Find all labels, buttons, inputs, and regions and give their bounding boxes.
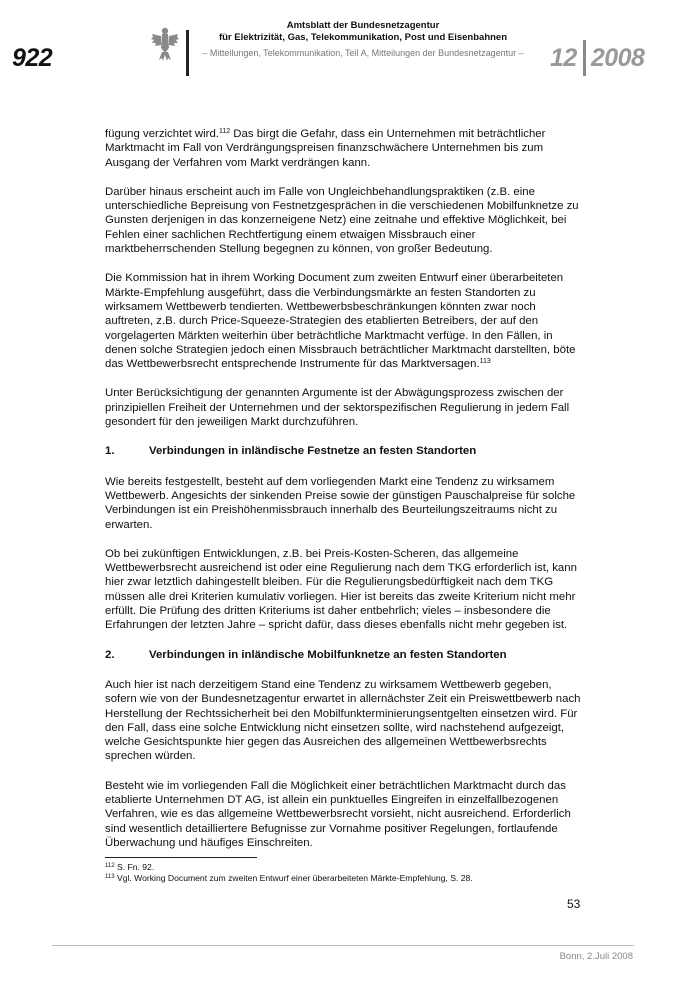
section-heading-2 — [105, 648, 585, 662]
federal-eagle-icon — [150, 26, 180, 62]
footnote-separator — [105, 857, 257, 858]
page-folio: 53 — [567, 897, 581, 911]
paragraph-8: Besteht wie im vorliegenden Fall die Möglichkeit einer beträchtlichen Marktmacht durch das etablierte Unternehmen DT AG, ist allein ein punktuelles Eingreifen in einzelfallbezogenen Verfahren, wie es das allgemeine Wettbewerbsrecht vorsieht, nicht ausreichend. Erforderlich sind wesentlich detailliertere Befugnisse zur Vornahme positiver Regelungen, fortlaufende Überwachung und häufiges Einschreiten. — [105, 779, 571, 849]
issue-block — [550, 40, 644, 76]
footer-date: Bonn, 2.Juli 2008 — [559, 951, 633, 962]
paragraph-3: Die Kommission hat in ihrem Working Document zum zweiten Entwurf einer überarbeiteten Märkte-Empfehlung ausgeführt, dass die Verbindungsmärkte an festen Standorten zu wirksamem Wettbewerb tendierten. Wettbewerbsbeschränkungen könnten zwar noch auftreten, z.B. durch Price-Squeeze-Strategien des etablierten Betreibers, der auf den vorgelagerten Märkten weiterhin über beträchtliche Marktmacht verfüge. In den Fällen, in denen solche Strategien jedoch einen Missbrauch beträchtlicher Marktmacht darstellten, böte das Wettbewerbsrecht entsprechende Instrumente für das Marktversagen.$^{113}$ — [105, 272, 576, 371]
publication-subtitle: für Elektrizität, Gas, Telekommunikation, Post und Eisenbahnen — [218, 32, 508, 43]
paragraph-2: Darüber hinaus erscheint auch im Falle von Ungleichbehandlungspraktiken (z.B. eine unterschiedliche Bepreisung von Festnetzgesprächen in die verschiedenen Mobilfunknetze zu Gunsten derjenigen in das konzerneigene Netz) eine zeitnahe und effektive Möglichkeit, bei Fehlen einer sachlichen Rechtfertigung einem etwaigen Missbrauch einer marktbeherrschenden Stellung begegnen zu können, von großer Bedeutung. — [105, 185, 579, 256]
footnote-ref-112[interactable]: 112 — [218, 128, 231, 135]
section-title: Verbindungen in inländische Mobilfunknetze an festen Standorten — [149, 648, 507, 661]
footnote-112: $^{112}$ S. Fn. 92. — [105, 862, 155, 872]
paragraph-7: Auch hier ist nach derzeitigem Stand eine Tendenz zu wirksamem Wettbewerb gegeben, sofern wie von der Bundesnetzagentur erwartet in allernächster Zeit ein Preiswettbewerb nach Herstellung der Rechtssicherheit bei den Mobilfunkterminierungsentgelten einsetzen wird. Für den Fall, dass eine solche Entwicklung nicht einsetzen sollte, wird nachstehend aufgezeigt, welche Gesichtspunkte hier gegen das Ausreichen des allgemeinen Wettbewerbsrechts sprechen würden. — [105, 678, 581, 763]
footnotes — [105, 862, 605, 884]
header-divider — [186, 30, 189, 76]
paragraph-4: Unter Berücksichtigung der genannten Argumente ist der Abwägungsprozess zwischen der prinzipiellen Freiheit der Unternehmen und der sektorspezifischen Regulierung in jedem Fall gesondert für den jeweiligen Markt durchzuführen. — [105, 387, 570, 429]
page-number: 922 — [12, 44, 53, 72]
section-number: 2. — [105, 648, 115, 661]
section-title: Verbindungen in inländische Festnetze an festen Standorten — [149, 445, 477, 458]
section-heading-1 — [105, 444, 585, 458]
footnote-113: $^{113}$ Vgl. Working Document zum zweiten Entwurf einer überarbeiteten Märkte-Empfehlung, S. 28. — [105, 873, 473, 883]
issue-divider — [583, 40, 586, 76]
publication-title: Amtsblatt der Bundesnetzagentur — [286, 20, 440, 31]
footnote-ref-113[interactable]: 113 — [479, 358, 491, 366]
main-content — [105, 127, 585, 865]
paragraph-5: Wie bereits festgestellt, besteht auf dem vorliegenden Markt eine Tendenz zu wirksamem Wettbewerb. Angesichts der sinkenden Preise sowie der günstigen Pauschalpreise für solche Verbindungen ist ein Preishöhenmissbrauch innerhalb des Beurteilungszeitraums nicht zu erwarten. — [105, 475, 576, 531]
footer-divider — [52, 945, 634, 946]
paragraph-6: Ob bei zukünftigen Entwicklungen, z.B. bei Preis-Kosten-Scheren, das allgemeine Wettbewerbsrecht ausreichend ist oder eine Regulierung nach dem TKG erforderlich ist, kann hier zwar letztlich dahingestellt bleiben. Für die Regulierungsbedürftigkeit nach dem TKG müssen alle drei Kriterien kumulativ vorliegen. Hier ist bereits das zweite Kriterium nicht mehr erfüllt. Die Prüfung des dritten Kriteriums ist daher entbehrlich; vieles – insbesondere die Erfahrungen der letzten Jahre – spricht dafür, dass dieses ebenfalls nicht mehr gegeben ist. — [105, 547, 577, 632]
paragraph-1: fügung verzichtet wird.$^{112}$ Das birgt die Gefahr, dass ein Unternehmen mit beträchtlicher Marktmacht im Fall von Verdrängungspreisen finanzschwächere Unternehmen bis zum Ausgang der Verfahren vom Markt verdrängen kann. — [105, 128, 546, 169]
publication-section: – Mitteilungen, Telekommunikation, Teil A, Mitteilungen der Bundesnetzagentur – — [202, 48, 524, 58]
section-number: 1. — [105, 445, 115, 458]
header-block — [198, 20, 528, 60]
issue-number: 12 — [550, 43, 577, 72]
issue-year: 2008 — [590, 43, 645, 72]
